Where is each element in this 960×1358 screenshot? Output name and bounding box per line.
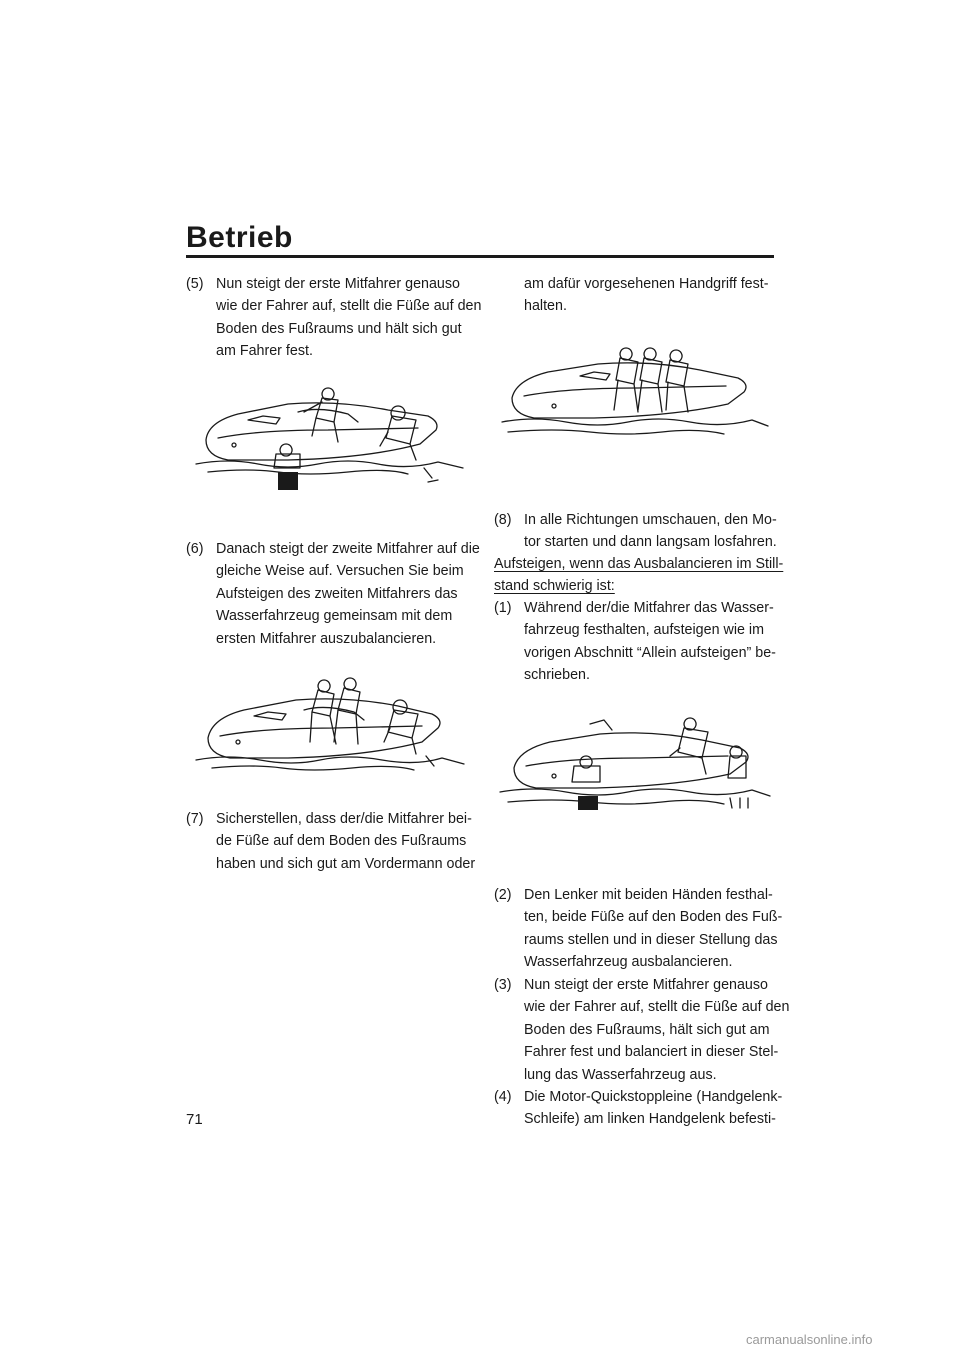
text-line: Danach steigt der zweite Mitfahrer auf die bbox=[216, 541, 480, 557]
text-line: Sicherstellen, dass der/die Mitfahrer bei- bbox=[216, 811, 472, 827]
subheading-line: stand schwierig ist: bbox=[494, 578, 615, 595]
page-number: 71 bbox=[186, 1111, 203, 1128]
section-subheading bbox=[494, 553, 784, 598]
text-line: am Fahrer fest. bbox=[216, 343, 313, 360]
text-line: Boden des Fußraums und hält sich gut bbox=[216, 320, 462, 337]
text-line: ersten Mitfahrer auszubalancieren. bbox=[216, 630, 437, 647]
sub-step-4 bbox=[494, 1086, 783, 1131]
text-line: schrieben. bbox=[524, 667, 590, 684]
step-number: (2) bbox=[494, 887, 512, 903]
step-7 bbox=[186, 808, 476, 875]
text-line: gleiche Weise auf. Versuchen Sie beim bbox=[216, 563, 464, 580]
text-line: Wasserfahrzeug gemeinsam mit dem bbox=[216, 608, 453, 625]
text-line: Wasserfahrzeug ausbalancieren. bbox=[524, 954, 733, 971]
text-line: haben und sich gut am Vordermann oder bbox=[216, 855, 476, 872]
step-number: (1) bbox=[494, 600, 512, 616]
watercraft-second-passenger-boarding-icon bbox=[188, 670, 468, 790]
step-8 bbox=[494, 509, 776, 554]
watercraft-first-passenger-boarding-icon bbox=[188, 372, 468, 497]
text-line: Nun steigt der erste Mitfahrer genauso bbox=[216, 276, 460, 292]
step-5 bbox=[186, 273, 482, 363]
text-line: de Füße auf dem Boden des Fußraums bbox=[216, 833, 467, 850]
text-line: fahrzeug festhalten, aufsteigen wie im bbox=[524, 622, 765, 639]
text-line: Aufsteigen des zweiten Mitfahrers das bbox=[216, 585, 458, 602]
header-divider bbox=[186, 255, 774, 258]
text-line: ten, beide Füße auf den Boden des Fuß- bbox=[524, 909, 783, 926]
text-line: wie der Fahrer auf, stellt die Füße auf den bbox=[524, 999, 790, 1016]
step-number: (6) bbox=[186, 541, 204, 557]
text-line: Boden des Fußraums, hält sich gut am bbox=[524, 1021, 770, 1038]
text-line: Während der/die Mitfahrer das Wasser- bbox=[524, 600, 774, 616]
text-line: am dafür vorgesehenen Handgriff fest- bbox=[524, 276, 769, 292]
step-6 bbox=[186, 538, 480, 650]
text-line: lung das Wasserfahrzeug aus. bbox=[524, 1066, 717, 1083]
text-line: vorigen Abschnitt “Allein aufsteigen” be- bbox=[524, 644, 776, 661]
watercraft-passengers-holding-craft-icon bbox=[494, 712, 772, 812]
text-line: Fahrer fest und balanciert in dieser Stel- bbox=[524, 1044, 779, 1061]
sub-step-3 bbox=[494, 974, 790, 1086]
sub-step-2 bbox=[494, 884, 783, 974]
step-number: (3) bbox=[494, 977, 512, 993]
text-line: In alle Richtungen umschauen, den Mo- bbox=[524, 512, 777, 528]
text-line: raums stellen und in dieser Stellung das bbox=[524, 931, 778, 948]
step-7-continued bbox=[494, 273, 776, 318]
page-title: Betrieb bbox=[186, 221, 293, 254]
step-number: (7) bbox=[186, 811, 204, 827]
text-line: Schleife) am linken Handgelenk befesti- bbox=[524, 1111, 776, 1128]
step-number: (5) bbox=[186, 276, 204, 292]
sub-step-1 bbox=[494, 597, 776, 687]
step-number: (8) bbox=[494, 512, 512, 528]
step-number: (4) bbox=[494, 1089, 512, 1105]
text-line: wie der Fahrer auf, stellt die Füße auf den bbox=[216, 298, 482, 315]
text-line: halten. bbox=[524, 298, 567, 315]
text-line: tor starten und dann langsam losfahren. bbox=[524, 534, 777, 551]
text-line: Nun steigt der erste Mitfahrer genauso bbox=[524, 977, 768, 993]
subheading-line: Aufsteigen, wenn das Ausbalancieren im Still- bbox=[494, 556, 784, 572]
watercraft-three-riders-seated-icon bbox=[494, 340, 772, 440]
text-line: Die Motor-Quickstoppleine (Handgelenk- bbox=[524, 1089, 783, 1105]
watermark: carmanualsonline.info bbox=[746, 1332, 873, 1347]
text-line: Den Lenker mit beiden Händen festhal- bbox=[524, 887, 773, 903]
